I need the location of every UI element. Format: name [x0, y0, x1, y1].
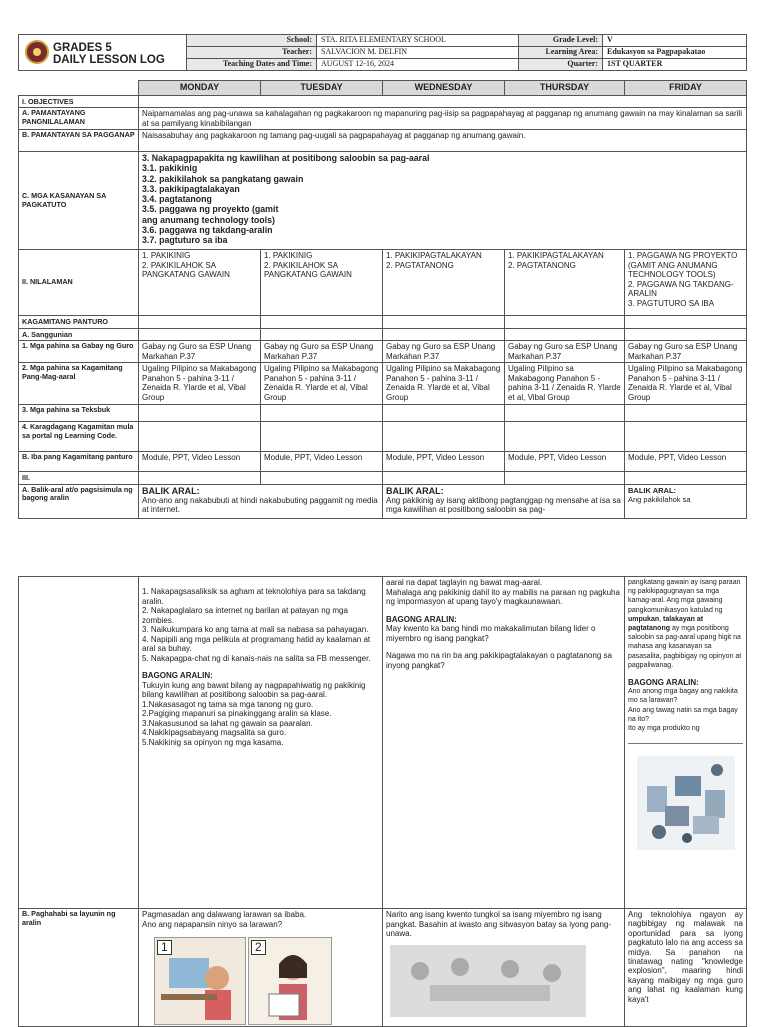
purpose-text: Ang teknolohiya ngayon ay nagbibigay ng malawak na oportunidad para sa iyong pagkatuto lalo na ang access sa midya. Sa panahon na tinatawag nating "knowledge explosion", maaring hindi kayang maibigay ng mga guro ang lahat ng kaalaman kung kaya't [628, 910, 743, 1004]
lm-pages-monday: Ugaling Pilipino sa Makabagong Panahon 5 - pahina 3-11 / Zenaida R. Ylarde et al, Vibal Group [139, 363, 261, 405]
purpose-text: Narito ang isang kwento tungkol sa isang miyembro ng isang pangkat. Basahin at iwasto ang sitwasyon batay sa iyong pang-unawa. [386, 910, 612, 938]
new-lesson-question: May kwento ka bang hindi mo makakalimutan bilang lider o miyembro ng isang pangkat? [386, 624, 596, 643]
review-wednesday-thursday [383, 484, 625, 518]
quarter-label: Quarter: [519, 59, 603, 71]
day-wednesday: WEDNESDAY [383, 81, 505, 96]
day-friday: FRIDAY [625, 81, 747, 96]
new-lesson-item: 3.Nakasusunod sa lahat ng gawain sa paaralan. [142, 718, 313, 728]
content-thursday: 1. PAKIKIPAGTALAKAYAN 2. PAGTATANONG [505, 250, 625, 316]
content-wednesday: 1. PAKIKIPAGTALAKAYAN 2. PAGTATANONG [383, 250, 505, 316]
lesson-log-table-page-2 [18, 576, 746, 1027]
review-text: Ang pakikilahok sa [628, 494, 691, 504]
other-materials-tuesday: Module, PPT, Video Lesson [261, 452, 383, 472]
picture-2 [248, 937, 332, 1025]
lm-pages-friday: Ugaling Pilipino sa Makabagong Panahon 5 - pahina 3-11 / Zenaida R. Ylarde et al, Vibal Group [625, 363, 747, 405]
review-friday-continued [625, 577, 747, 909]
area-label: Learning Area: [519, 47, 603, 59]
competency-line: 3. Nakapagpapakita ng kawilihan at positibong saloobin sa pag-aaral [142, 153, 430, 163]
new-lesson-questions: Ano anong mga bagay ang nakikita mo sa larawan? Ano ang tawag natin sa mga bagay na ito? Ito ay mga produkto ng [628, 688, 738, 733]
review-text-part: ay mga positibong saloobin sa pag-aaral upang higit na mahasa ang kasanayan sa pasasalita, pagbibigay ng opinyon at pagpaliwanag. [628, 625, 742, 669]
teacher-label: Teacher: [187, 47, 317, 59]
other-materials-wednesday: Module, PPT, Video Lesson [383, 452, 505, 472]
lesson-log-header [18, 34, 746, 70]
materials-heading: KAGAMITANG PANTURO [19, 316, 139, 329]
teacher-value: SALVACION M. DELFIN [317, 47, 519, 59]
lm-pages-thursday: Ugaling Pilipino sa Makabagong Panahon 5 - pahina 3-11 / Zenaida R. Ylarde et al, Vibal Group [505, 363, 625, 405]
tg-pages-tuesday: Gabay ng Guro sa ESP Unang Markahan P.37 [261, 341, 383, 363]
new-lesson-heading: BAGONG ARALIN: [386, 614, 457, 624]
competency-line: 3.6. paggawa ng takdang-aralin [142, 225, 273, 236]
content-standard-text: Naipamamalas ang pag-unawa sa kahalagahan ng pagkakaroon ng mapanuring pag-iisip sa pagpapahayag at pagganap ng anumang gawain na may kinalaman sa sarili at sa pamilyang kinabibilangan [139, 108, 747, 130]
lesson-log-table [18, 80, 746, 519]
other-materials-thursday: Module, PPT, Video Lesson [505, 452, 625, 472]
page-2-table [18, 576, 747, 1027]
day-monday: MONDAY [139, 81, 261, 96]
title-cell [19, 35, 187, 71]
school-label: School: [187, 35, 317, 47]
day-thursday: THURSDAY [505, 81, 625, 96]
purpose-label: B. Paghahabi sa layunin ng aralin [19, 909, 139, 1027]
title-line-1: GRADES 5 [53, 42, 112, 54]
statement-item: 3. Naikukumpara ko ang tama at mali sa nabasa sa pahayagan. [142, 625, 369, 634]
lm-pages-label: 2. Mga pahina sa Kagamitang Pang-Mag-aaral [19, 363, 139, 405]
new-lesson-question: Nagawa mo na rin ba ang pakikipagtalakayan o pagtatanong sa inyong pangkat? [386, 651, 612, 670]
lr-portal-label: 4. Karagdagang Kagamitan mula sa portal ng Learning Code. [19, 422, 139, 452]
new-lesson-text: Tukuyin kung ang bawat bilang ay nagpapahiwatig ng pakikinig bilang kawilihan at positibong saloobin sa pag-aaral. [142, 680, 366, 699]
grade-value: V [603, 35, 747, 47]
performance-standard-text: Naisasabuhay ang pagkakaroon ng tamang pag-uugali sa pagpapahayag at pagganap ng anumang gawain. [139, 130, 747, 152]
review-heading: BALIK ARAL: [628, 485, 677, 495]
review-label: A. Balik-aral at/o pagsisimula ng bagong aralin [19, 484, 139, 518]
purpose-friday [625, 909, 747, 1027]
group-discussion-image [390, 945, 586, 1017]
review-label-continued [19, 577, 139, 909]
review-text-part: pangkatang gawain ay isang paraan ng pakikipagugnayan sa mga kamag-aral. Ang mga gawaing pangkomunikasyon katulad ng [628, 579, 741, 614]
statement-item: 5. Nakapagpa-chat ng di kanais-nais na salita sa FB messenger. [142, 653, 371, 663]
other-materials-monday: Module, PPT, Video Lesson [139, 452, 261, 472]
header-table [18, 34, 747, 71]
competency-line: ang anumang technology tools) [142, 214, 275, 225]
day-tuesday: TUESDAY [261, 81, 383, 96]
tg-pages-wednesday: Gabay ng Guro sa ESP Unang Markahan P.37 [383, 341, 505, 363]
lm-pages-wednesday: Ugaling Pilipino sa Makabagong Panahon 5 - pahina 3-11 / Zenaida R. Ylarde et al, Vibal Group [383, 363, 505, 405]
review-wednesday-thursday-continued [383, 577, 625, 909]
dates-label: Teaching Dates and Time: [187, 59, 317, 71]
content-monday: 1. PAKIKINIG 2. PAKIKILAHOK SA PANGKATANG GAWAIN [139, 250, 261, 316]
tg-pages-label: 1. Mga pahina sa Gabay ng Guro [19, 341, 139, 363]
competencies-text [139, 152, 747, 250]
new-lesson-item: 1.Nakasasagot ng tama sa mga tanong ng guro. [142, 699, 314, 709]
review-friday [625, 484, 747, 518]
other-materials-label: B. Iba pang Kagamitang panturo [19, 452, 139, 472]
new-lesson-item: 2.Pagiging mapanuri sa pinakinggang aralin sa klase. [142, 709, 332, 718]
competency-line: 3.2. pakikilahok sa pangkatang gawain [142, 173, 304, 184]
purpose-text: Pagmasadan ang dalawang larawan sa ibaba. Ano ang napapansin ninyo sa larawan? [142, 910, 307, 929]
school-value: STA. RITA ELEMENTARY SCHOOL [317, 35, 519, 47]
main-table [18, 80, 747, 519]
tg-pages-monday: Gabay ng Guro sa ESP Unang Markahan P.37 [139, 341, 261, 363]
new-lesson-heading: BAGONG ARALIN: [628, 678, 699, 688]
content-friday: 1. PAGGAWA NG PROYEKTO (GAMIT ANG ANUMANG TECHNOLOGY TOOLS) 2. PAGGAWA NG TAKDANG-ARALIN 3. PAGTUTURO SA IBA [625, 250, 747, 316]
competency-line: 3.5. paggawa ng proyekto (gamit [142, 204, 279, 215]
other-materials-friday: Module, PPT, Video Lesson [625, 452, 747, 472]
competency-line: 3.7. pagtuturo sa iba [142, 235, 228, 246]
statement-item: 4. Napipili ang mga pelikula at programang hatid ay kaalaman at aral sa buhay. [142, 634, 371, 653]
new-lesson-item: 5.Nakikinig sa opinyon ng mga kasama. [142, 737, 284, 747]
textbook-pages-label: 3. Mga pahina sa Teksbuk [19, 405, 139, 422]
references-heading: A. Sanggunian [19, 328, 139, 341]
new-lesson-heading: BAGONG ARALIN: [142, 671, 213, 680]
objectives-heading: I. OBJECTIVES [19, 95, 139, 108]
lm-pages-tuesday: Ugaling Pilipino sa Makabagong Panahon 5 - pahina 3-11 / Zenaida R. Ylarde et al, Vibal Group [261, 363, 383, 405]
purpose-monday-tuesday [139, 909, 383, 1027]
purpose-wednesday-thursday [383, 909, 625, 1027]
new-lesson-item: 4.Nakikipagsabayang magsalita sa guro. [142, 728, 287, 737]
area-value: Edukasyon sa Pagpapakatao [603, 47, 747, 59]
review-heading: BALIK ARAL: [142, 485, 200, 496]
review-text-continued: aaral na dapat taglayin ng bawat mag-aaral. Mahalaga ang pakikinig dahil ito ay mabilis na paraan ng pagkuha ng impormasyon at upang tayo'y magkaunawaan. [386, 578, 620, 606]
tg-pages-thursday: Gabay ng Guro sa ESP Unang Markahan P.37 [505, 341, 625, 363]
statement-item: 2. Nakapaglalaro sa internet ng barilan at patayan ng mga zombies. [142, 606, 348, 625]
performance-standard-label: B. PAMANTAYAN SA PAGGANAP [19, 130, 139, 152]
review-monday-tuesday-continued [139, 577, 383, 909]
review-text-bold: umpukan [628, 615, 660, 623]
competencies-label: C. MGA KASANAYAN SA PAGKATUTO [19, 152, 139, 250]
competency-line: 3.1. pakikinig [142, 163, 198, 174]
statement-item: 1. Nakapagsasaliksik sa agham at teknolohiya para sa takdang aralin. [142, 587, 366, 606]
dates-value: AUGUST 12-16, 2024 [317, 59, 519, 71]
review-text: Ang pakikinig ay isang aktibong pagtanggap ng mensahe at isa sa mga kawilihan at positibong saloobin sa pag- [386, 495, 621, 514]
quarter-value: 1ST QUARTER [603, 59, 747, 71]
review-monday-tuesday [139, 484, 383, 518]
content-tuesday: 1. PAKIKINIG 2. PAKIKILAHOK SA PANGKATANG GAWAIN [261, 250, 383, 316]
review-text: Ano-ano ang nakabubuti at hindi nakabubuting paggamit ng media at internet. [142, 495, 378, 514]
review-text-bold: talakayan at pagtatanong [628, 615, 704, 633]
technology-products-image [637, 756, 735, 850]
review-text-continued [628, 578, 743, 670]
tg-pages-friday: Gabay ng Guro sa ESP Unang Markahan P.37 [625, 341, 747, 363]
title-line-2: DAILY LESSON LOG [53, 54, 165, 66]
review-heading: BALIK ARAL: [386, 485, 444, 496]
picture-2-number: 2 [251, 940, 266, 955]
grade-label: Grade Level: [519, 35, 603, 47]
procedures-heading: III. [19, 472, 139, 485]
competency-line: 3.3. pakikipagtalakayan [142, 183, 240, 194]
competency-line: 3.4. pagtatanong [142, 194, 212, 205]
deped-seal-icon [25, 40, 49, 64]
review-text-part: , [659, 615, 664, 623]
content-standard-label: A. PAMANTAYANG PANGNILALAMAN [19, 108, 139, 130]
page-title [53, 42, 165, 66]
picture-1 [154, 937, 246, 1025]
content-label: II. NILALAMAN [19, 250, 139, 316]
picture-1-number: 1 [157, 940, 172, 955]
